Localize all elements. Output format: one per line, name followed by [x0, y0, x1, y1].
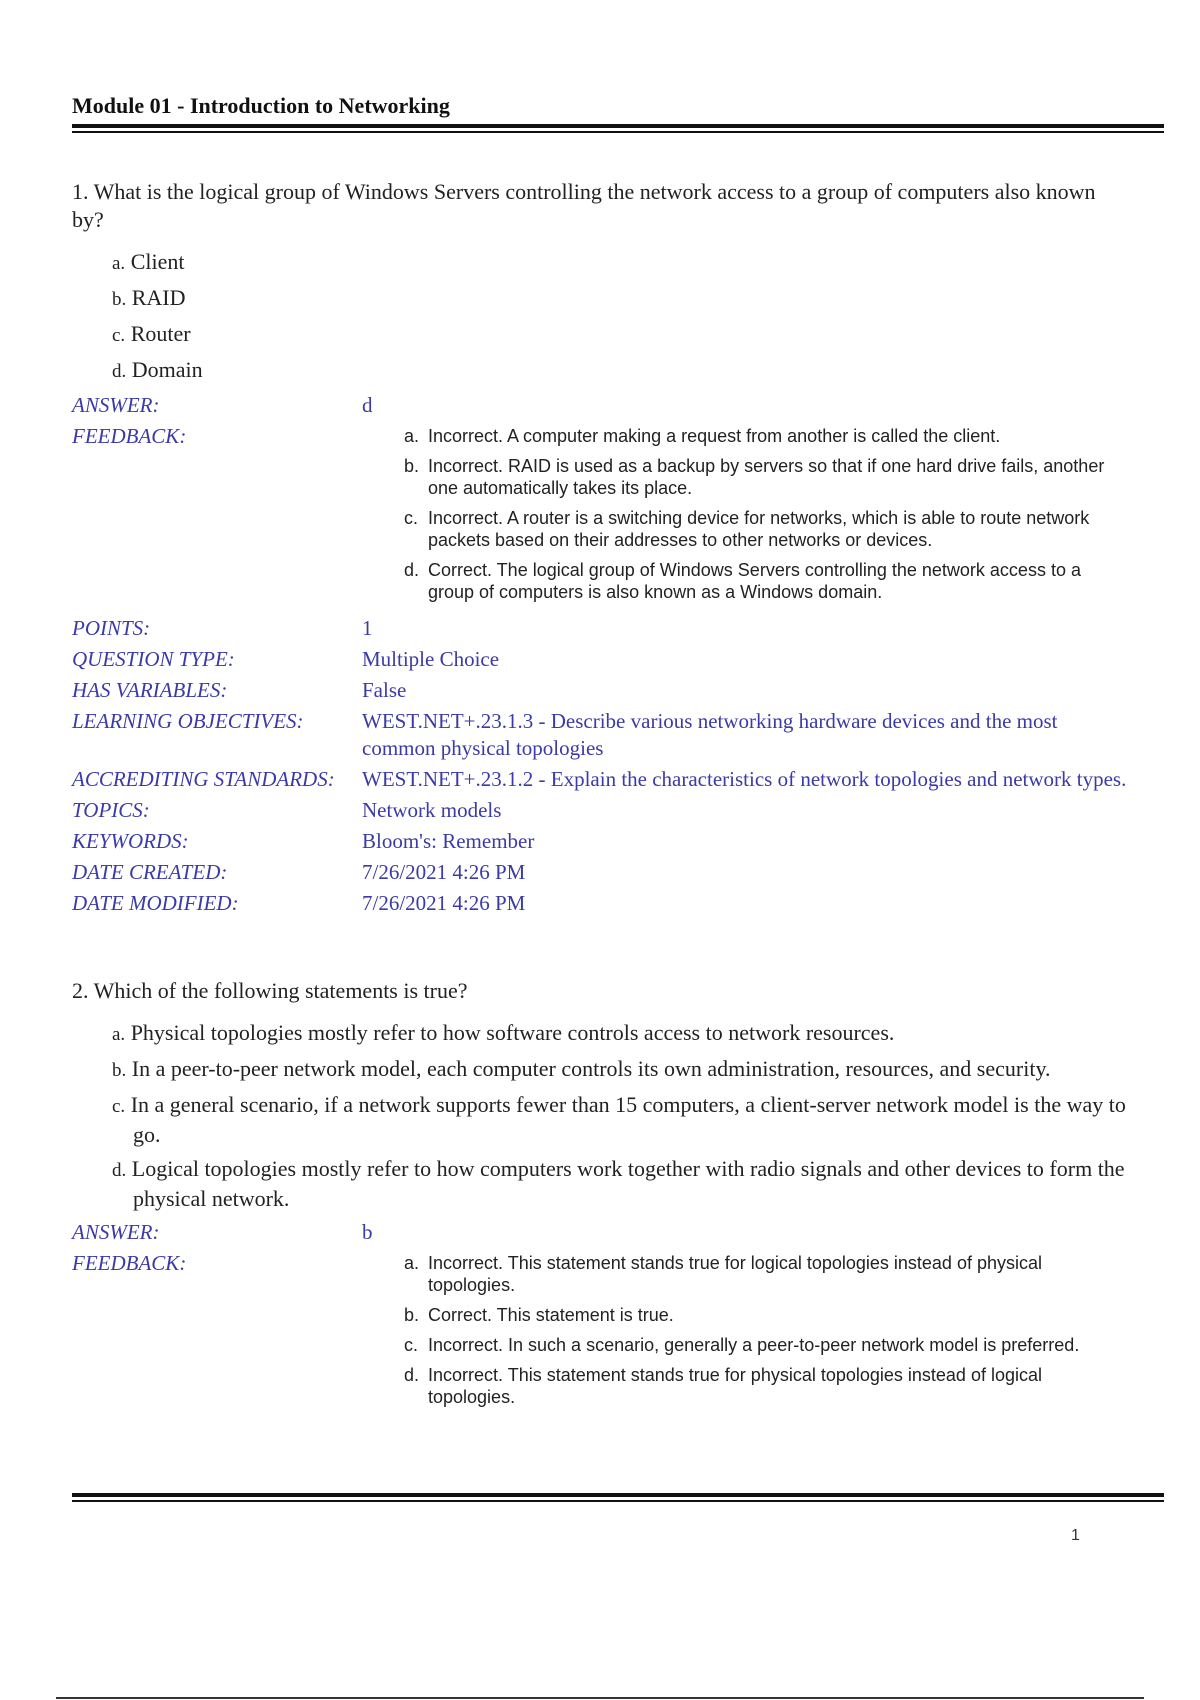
has-variables-label: HAS VARIABLES: [72, 678, 228, 702]
feedback-list [362, 425, 1132, 603]
question-type-value: Multiple Choice [362, 647, 500, 671]
points-label: POINTS: [72, 616, 151, 640]
header-rule [72, 124, 1164, 133]
answer-label: ANSWER: [72, 1220, 160, 1244]
feedback-item: d. Correct. The logical group of Windows Servers controlling the network access to a group of computers is also known as a Windows domain. [404, 560, 1081, 602]
learning-objectives-label: LEARNING OBJECTIVES: [72, 709, 304, 733]
question-text: 2. Which of the following statements is true? [72, 978, 468, 1003]
topics-value: Network models [362, 798, 502, 822]
question-type-label: QUESTION TYPE: [72, 647, 235, 671]
feedback-item: a. Incorrect. A computer making a request from another is called the client. [404, 426, 1001, 446]
accrediting-standards-value: WEST.NET+.23.1.2 - Explain the characteristics of network topologies and network types. [362, 767, 1127, 791]
feedback-block [362, 1250, 1132, 1416]
feedback-label: FEEDBACK: [72, 424, 187, 448]
choice-item: a. Physical topologies mostly refer to how software controls access to network resources. [112, 1020, 895, 1045]
feedback-list [362, 1252, 1132, 1408]
question-2 [72, 977, 1132, 1416]
choice-list [112, 1019, 1132, 1213]
question-text: 1. What is the logical group of Windows Servers controlling the network access to a group of computers also known by? [72, 179, 1096, 232]
answer-label: ANSWER: [72, 393, 160, 417]
feedback-label: FEEDBACK: [72, 1251, 187, 1275]
page-number: 1 [1071, 1527, 1080, 1544]
question-1 [72, 178, 1132, 917]
points-value: 1 [362, 616, 373, 640]
keywords-value: Bloom's: Remember [362, 829, 535, 853]
feedback-block [362, 423, 1132, 611]
module-title: Module 01 - Introduction to Networking [72, 93, 450, 118]
answer-value: b [362, 1220, 373, 1244]
feedback-item: c. Incorrect. A router is a switching device for networks, which is able to route network packets based on their addresses to other networks or devices. [404, 508, 1090, 550]
feedback-item: a. Incorrect. This statement stands true for logical topologies instead of physical topologies. [404, 1253, 1042, 1295]
learning-objectives-value: WEST.NET+.23.1.3 - Describe various networking hardware devices and the most common physical topologies [362, 709, 1058, 760]
topics-label: TOPICS: [72, 798, 150, 822]
question-metadata [72, 1219, 1132, 1416]
choice-item: d. Domain [112, 357, 203, 382]
question-metadata [72, 392, 1132, 917]
keywords-label: KEYWORDS: [72, 829, 189, 853]
date-modified-value: 7/26/2021 4:26 PM [362, 891, 526, 915]
accrediting-standards-label: ACCREDITING STANDARDS: [72, 767, 335, 791]
answer-value: d [362, 393, 373, 417]
footer-rule [72, 1493, 1164, 1502]
choice-item: c. In a general scenario, if a network supports fewer than 15 computers, a client-server network model is the way to go. [112, 1092, 1126, 1147]
choice-item: c. Router [112, 321, 191, 346]
choice-item: b. In a peer-to-peer network model, each computer controls its own administration, resources, and security. [112, 1056, 1051, 1081]
choice-item: a. Client [112, 249, 185, 274]
page-edge-line [56, 1697, 1144, 1699]
choice-item: b. RAID [112, 285, 186, 310]
date-modified-label: DATE MODIFIED: [72, 891, 239, 915]
feedback-item: c. Incorrect. In such a scenario, generally a peer-to-peer network model is preferred. [404, 1335, 1080, 1355]
date-created-value: 7/26/2021 4:26 PM [362, 860, 526, 884]
date-created-label: DATE CREATED: [72, 860, 228, 884]
choice-item: d. Logical topologies mostly refer to how computers work together with radio signals and other devices to form the physical network. [112, 1156, 1125, 1211]
feedback-item: d. Incorrect. This statement stands true for physical topologies instead of logical topologies. [404, 1365, 1042, 1407]
choice-list [112, 248, 1132, 386]
has-variables-value: False [362, 678, 407, 702]
feedback-item: b. Correct. This statement is true. [404, 1305, 674, 1325]
feedback-item: b. Incorrect. RAID is used as a backup by servers so that if one hard drive fails, another one automatically takes its place. [404, 456, 1105, 498]
